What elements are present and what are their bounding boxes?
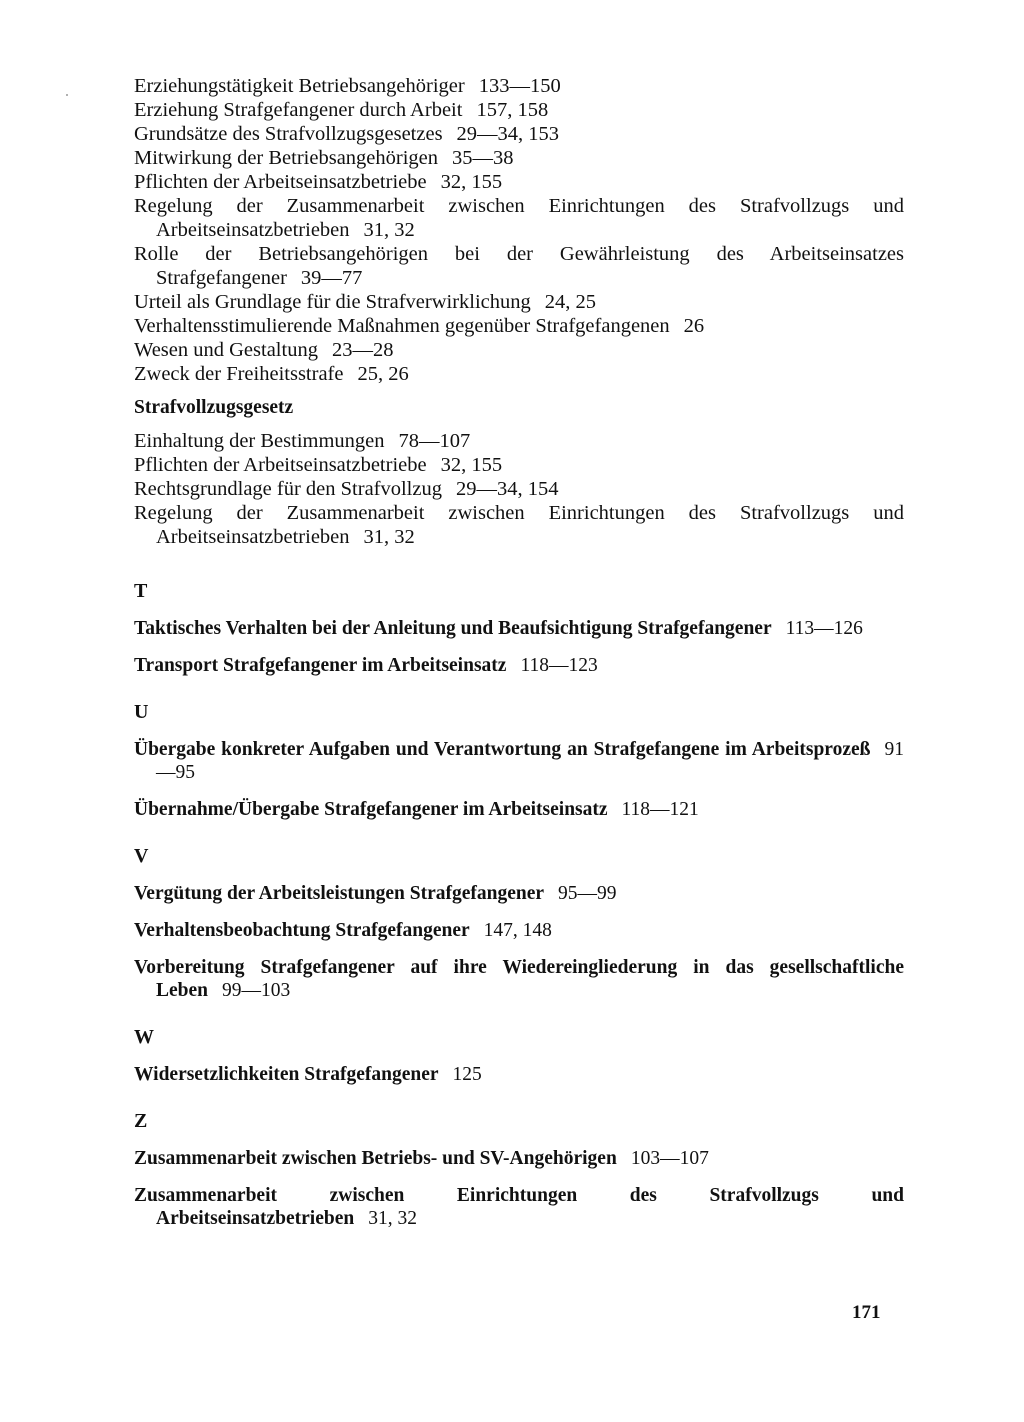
page-ref: 91—95 xyxy=(156,739,904,783)
page-ref: 133—150 xyxy=(478,75,561,97)
sub-entry: Rolle der Betriebsangehörigen bei der Gewährleistung des Arbeitseinsatzes Strafgefangener 39—77 xyxy=(134,243,904,289)
index-entry: Vergütung der Arbeitsleistungen Strafgefangener 95—99 xyxy=(134,883,617,904)
sub-entry: Wesen und Gestaltung 23—28 xyxy=(134,339,394,361)
section-letter-z: Z xyxy=(134,1110,148,1132)
sub-entry: Zweck der Freiheitsstrafe 25, 26 xyxy=(134,363,409,385)
page-ref: 125 xyxy=(452,1064,482,1085)
page-ref: 95—99 xyxy=(558,883,617,904)
page-ref: 39—77 xyxy=(300,267,363,289)
section-letter-w: W xyxy=(134,1026,154,1048)
section-letter-t: T xyxy=(134,580,148,602)
index-entry: Taktisches Verhalten bei der Anleitung und Beaufsichtigung Strafgefangener 113—126 xyxy=(134,618,863,639)
section-letter-u: U xyxy=(134,701,149,723)
sub-entry: Einhaltung der Bestimmungen 78—107 xyxy=(134,430,471,452)
page-ref: 31, 32 xyxy=(363,219,415,241)
sub-entry: Pflichten der Arbeitseinsatzbetriebe 32, 155 xyxy=(134,171,503,193)
scan-speck xyxy=(66,94,68,96)
index-entry: Übergabe konkreter Aufgaben und Verantwortung an Strafgefangene im Arbeitsprozeß 91—95 xyxy=(134,739,904,783)
page-ref: 157, 158 xyxy=(476,99,549,121)
sub-entry: Erziehung Strafgefangener durch Arbeit 157, 158 xyxy=(134,99,549,121)
group-heading: Strafvollzugsgesetz xyxy=(134,397,294,418)
sub-entry: Verhaltensstimulierende Maßnahmen gegenüber Strafgefangenen 26 xyxy=(134,315,705,337)
index-page xyxy=(134,74,904,1244)
page-ref: 29—34, 154 xyxy=(455,478,559,500)
page-ref: 29—34, 153 xyxy=(456,123,560,145)
page-ref: 26 xyxy=(683,315,705,337)
index-entry: Widersetzlichkeiten Strafgefangener 125 xyxy=(134,1064,482,1085)
page-ref: 32, 155 xyxy=(440,454,503,476)
page-ref: 32, 155 xyxy=(440,171,503,193)
sub-entry: Mitwirkung der Betriebsangehörigen 35—38 xyxy=(134,147,514,169)
page-ref: 78—107 xyxy=(398,430,471,452)
sub-entry: Regelung der Zusammenarbeit zwischen Einrichtungen des Strafvollzugs und Arbeitseinsatzbetrieben 31, 32 xyxy=(134,195,904,241)
sub-entry: Erziehungstätigkeit Betriebsangehöriger 133—150 xyxy=(134,75,561,97)
page-ref: 103—107 xyxy=(630,1148,709,1169)
page-ref: 113—126 xyxy=(785,618,863,639)
sub-entry-list-group xyxy=(134,429,904,549)
index-entry: Zusammenarbeit zwischen Einrichtungen des Strafvollzugs und Arbeitseinsatzbetrieben 31, 32 xyxy=(134,1185,904,1229)
page-ref: 35—38 xyxy=(452,147,514,169)
sub-entry: Regelung der Zusammenarbeit zwischen Einrichtungen des Strafvollzugs und Arbeitseinsatzbetrieben 31, 32 xyxy=(134,502,904,548)
sub-entry: Pflichten der Arbeitseinsatzbetriebe 32, 155 xyxy=(134,454,503,476)
page-ref: 99—103 xyxy=(222,980,291,1001)
page-ref: 31, 32 xyxy=(368,1208,417,1229)
page-ref: 31, 32 xyxy=(363,526,415,548)
sub-entry-list-top xyxy=(134,74,904,386)
sub-entry: Urteil als Grundlage für die Strafverwirklichung 24, 25 xyxy=(134,291,597,313)
section-letter-v: V xyxy=(134,845,149,867)
page-ref: 25, 26 xyxy=(357,363,409,385)
page-ref: 147, 148 xyxy=(483,920,552,941)
sub-entry: Rechtsgrundlage für den Strafvollzug 29—34, 154 xyxy=(134,478,559,500)
page-ref: 24, 25 xyxy=(544,291,597,313)
page-number: 171 xyxy=(852,1302,881,1323)
page-ref: 118—121 xyxy=(621,799,699,820)
index-entry: Zusammenarbeit zwischen Betriebs- und SV-Angehörigen 103—107 xyxy=(134,1148,709,1169)
page-ref: 23—28 xyxy=(331,339,394,361)
index-entry: Vorbereitung Strafgefangener auf ihre Wiedereingliederung in das gesellschaftliche Leben 99—103 xyxy=(134,957,904,1001)
page-ref: 118—123 xyxy=(520,655,598,676)
sub-entry: Grundsätze des Strafvollzugsgesetzes 29—34, 153 xyxy=(134,123,560,145)
index-entry: Transport Strafgefangener im Arbeitseinsatz 118—123 xyxy=(134,655,598,676)
index-entry: Übernahme/Übergabe Strafgefangener im Arbeitseinsatz 118—121 xyxy=(134,799,699,820)
index-entry: Verhaltensbeobachtung Strafgefangener 147, 148 xyxy=(134,920,552,941)
